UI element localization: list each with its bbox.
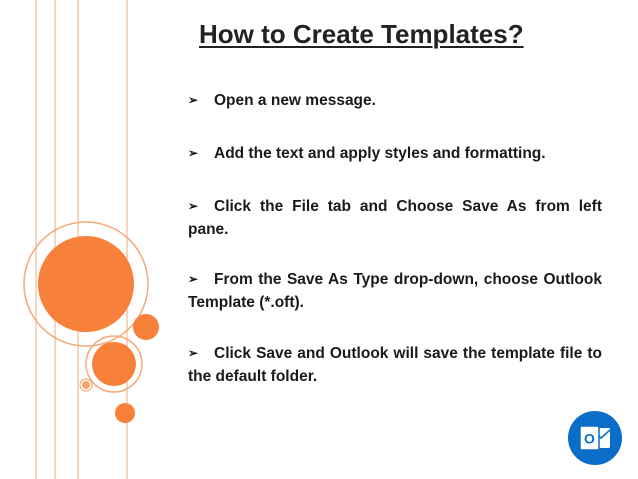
arrow-bullet-icon: ➢	[188, 346, 199, 360]
bullet-item	[188, 142, 602, 165]
small-circle	[133, 314, 159, 340]
bottom-circle	[115, 403, 135, 423]
outlook-logo-letter: O	[584, 430, 595, 447]
bullet-text: Click the File tab and Choose Save As from left pane.	[188, 198, 602, 238]
outlook-logo-icon	[568, 411, 622, 465]
arrow-bullet-icon: ➢	[188, 272, 199, 286]
tiny-circle	[82, 381, 90, 389]
medium-circle	[92, 342, 136, 386]
slide-title: How to Create Templates?	[199, 19, 524, 49]
arrow-bullet-icon: ➢	[188, 93, 199, 107]
large-circle	[38, 236, 134, 332]
arrow-bullet-icon: ➢	[188, 199, 199, 213]
bullet-item	[188, 89, 602, 112]
bullet-item	[188, 268, 602, 314]
bullet-text: Open a new message.	[214, 92, 376, 109]
bullet-item	[188, 342, 602, 388]
bullet-text: From the Save As Type drop-down, choose Outlook Template (*.oft).	[188, 271, 602, 311]
bullet-item	[188, 195, 602, 241]
decorative-circles	[0, 0, 190, 479]
bullet-text: Click Save and Outlook will save the template file to the default folder.	[188, 345, 602, 385]
bullet-text: Add the text and apply styles and formatting.	[214, 145, 546, 162]
arrow-bullet-icon: ➢	[188, 146, 199, 160]
